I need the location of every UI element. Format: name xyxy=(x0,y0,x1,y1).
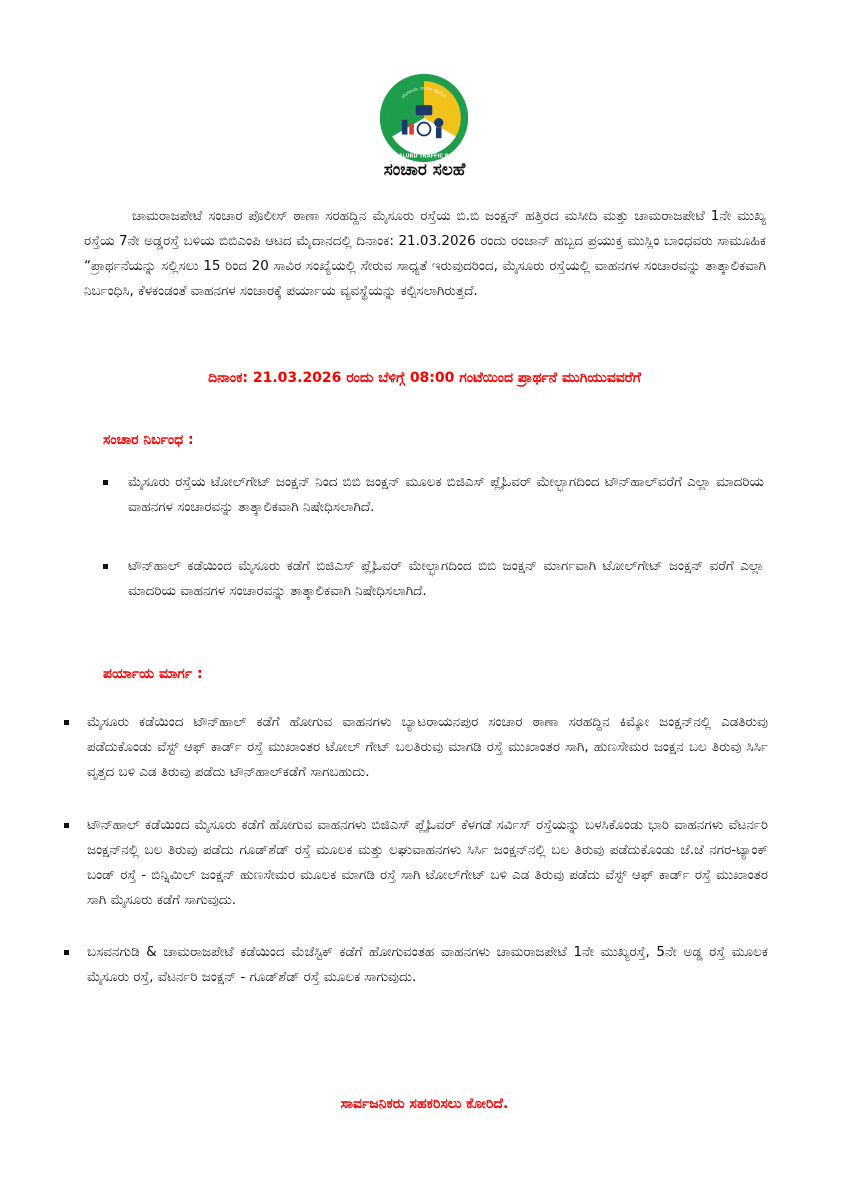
list-item xyxy=(87,940,768,990)
bullet-icon xyxy=(103,564,108,569)
list-item xyxy=(128,470,764,520)
intro-paragraph: ಚಾಮರಾಜಪೇಟೆ ಸಂಚಾರ ಪೊಲೀಸ್ ಠಾಣಾ ಸರಹದ್ದಿನ ಮೈಸೂರು ರಸ್ತೆಯ ಬಿ.ಬಿ ಜಂಕ್ಷನ್ ಹತ್ತಿರದ ಮಸೀದಿ ಮತ್ತು ಚಾಮರಾಜಪೇಟೆ 1ನೇ ಮುಖ್ಯ ರಸ್ತೆಯ 7ನೇ ಅಡ್ಡರಸ್ತೆ ಬಳಿಯ ಬಿಬಿಎಂಪಿ ಆಟದ ಮೈದಾನದಲ್ಲಿ ದಿನಾಂಕ: 21.03.2026 ರಂದು ರಂಜಾನ್ ಹಬ್ಬದ ಪ್ರಯುಕ್ತ ಮುಸ್ಲಿಂ ಬಾಂಧವರು ಸಾಮೂಹಿಕ “ಪ್ರಾರ್ಥನೆಯನ್ನು ಸಲ್ಲಿಸಲು 15 ರಿಂದ 20 ಸಾವಿರ ಸಂಖ್ಯೆಯಲ್ಲಿ ಸೇರುವ ಸಾಧ್ಯತೆ ಇರುವುದರಿಂದ, ಮೈಸೂರು ರಸ್ತೆಯಲ್ಲಿ ವಾಹನಗಳ ಸಂಚಾರವನ್ನು ತಾತ್ಕಾಲಿಕವಾಗಿ ನಿರ್ಬಂಧಿಸಿ, ಕೆಳಕಂಡಂತೆ ವಾಹನಗಳ ಸಂಚಾರಕ್ಕೆ ಪರ್ಯಾಯ ವ್ಯವಸ್ಥೆಯನ್ನು ಕಲ್ಪಿಸಲಾಗಿರುತ್ತದೆ. xyxy=(84,208,766,299)
bullet-icon xyxy=(64,823,69,828)
bullet-icon xyxy=(64,720,69,725)
page-title: ಸಂಚಾರ ಸಲಹೆ xyxy=(383,160,466,180)
alternate-item-text: ಬಸವನಗುಡಿ & ಚಾಮರಾಜಪೇಟೆ ಕಡೆಯಿಂದ ಮೆಜೆಸ್ಟಿಕ್ ಕಡೆಗೆ ಹೋಗುವಂತಹ ವಾಹನಗಳು ಚಾಮರಾಜಪೇಟೆ 1ನೇ ಮುಖ್ಯರಸ್ತೆ, 5ನೇ ಅಡ್ಡ ರಸ್ತೆ ಮೂಲಕ ಮೈಸೂರು ರಸ್ತೆ, ವೆಟರ್ನರಿ ಜಂಕ್ಷನ್ - ಗೂಡ್‌ಶೆಡ್ ರಸ್ತೆ ಮೂಲಕ ಸಾಗುವುದು. xyxy=(87,944,768,985)
logo-ring-text: BENGALURU TRAFFIC POLICE xyxy=(382,153,466,160)
alternate-route-list xyxy=(87,710,768,990)
alternate-item-text: ಟೌನ್‌ಹಾಲ್ ಕಡೆಯಿಂದ ಮೈಸೂರು ಕಡೆಗೆ ಹೋಗುವ ವಾಹನಗಳು ಬಿಜಿಎಸ್ ಪ್ಲೈಓವರ್ ಕೆಳಗಡೆ ಸರ್ವಿಸ್ ರಸ್ತೆಯನ್ನು ಬಳಸಿಕೊಂಡು ಭಾರಿ ವಾಹನಗಳು ವೆಟರ್ನರಿ ಜಂಕ್ಷನ್‌ನಲ್ಲಿ ಬಲ ತಿರುವು ಪಡೆದು ಗೂಡ್‌ಶೆಡ್ ರಸ್ತೆ ಮೂಲಕ ಮತ್ತು ಲಘುವಾಹನಗಳು ಸಿರ್ಸಿ ಜಂಕ್ಷನ್‌ನಲ್ಲಿ ಬಲ ತಿರುವು ಪಡೆದುಕೊಂಡು ಜೆ.ಜೆ ನಗರ-ಟ್ಯಾಂಕ್ ಬಂಡ್ ರಸ್ತೆ - ಬಿನ್ನಿಮಿಲ್ ಜಂಕ್ಷನ್ ಹುಣಸೇಮರ ಮೂಲಕ ಮಾಗಡಿ ರಸ್ತೆ ಸಾಗಿ ಟೋಲ್‌ಗೇಟ್ ಬಳಿ ಎಡ ತಿರುವು ಪಡೆದು ವೆಸ್ಟ್ ಆಫ್ ಕಾರ್ಡ್ ರಸ್ತೆ ಮುಖಾಂತರ ಸಾಗಿ ಮೈಸೂರು ಕಡೆಗೆ ಸಾಗುವುದು. xyxy=(87,817,768,908)
date-time-notice: ದಿನಾಂಕ: 21.03.2026 ರಂದು ಬೆಳಿಗ್ಗೆ 08:00 ಗಂಟೆಯಿಂದ ಪ್ರಾರ್ಥನೆ ಮುಗಿಯುವವರೆಗೆ xyxy=(208,370,641,386)
restriction-item-text: ಮೈಸೂರು ರಸ್ತೆಯ ಟೋಲ್‌ಗೇಟ್ ಜಂಕ್ಷನ್ ನಿಂದ ಬಿಬಿ ಜಂಕ್ಷನ್ ಮೂಲಕ ಬಿಜಿಎಸ್ ಪ್ಲೈಓವರ್ ಮೇಲ್ಭಾಗದಿಂದ ಟೌನ್‌ಹಾಲ್‌ವರೆಗೆ ಎಲ್ಲಾ ಮಾದರಿಯ ವಾಹನಗಳ ಸಂಚಾರವನ್ನು ತಾತ್ಕಾಲಿಕವಾಗಿ ನಿಷೇಧಿಸಲಾಗಿದೆ. xyxy=(128,474,764,515)
alternate-route-heading: ಪರ್ಯಾಯ ಮಾರ್ಗ : xyxy=(103,666,203,682)
list-item xyxy=(87,710,768,785)
alternate-item-text: ಮೈಸೂರು ಕಡೆಯಿಂದ ಟೌನ್‌ಹಾಲ್ ಕಡೆಗೆ ಹೋಗುವ ವಾಹನಗಳು ಬ್ಯಾಟರಾಯನಪುರ ಸಂಚಾರ ಠಾಣಾ ಸರಹದ್ದಿನ ಕಿಮ್ಕೋ ಜಂಕ್ಷನ್‌ನಲ್ಲಿ ಎಡತಿರುವು ಪಡೆದುಕೊಂಡು ವೆಸ್ಟ್ ಆಫ್ ಕಾರ್ಡ್ ರಸ್ತೆ ಮುಖಾಂತರ ಟೋಲ್ ಗೇಟ್ ಬಲತಿರುವು ಮಾಗಡಿ ರಸ್ತೆ ಮುಖಾಂತರ ಸಾಗಿ, ಹುಣಸೇಮರ ಜಂಕ್ಷನ ಬಲ ತಿರುವು ಸಿರ್ಸಿ ವೃತ್ತದ ಬಳಿ ಎಡ ತಿರುವು ಪಡೆದು ಟೌನ್‌ಹಾಲ್‌ಕಡೆಗೆ ಸಾಗಬಹುದು. xyxy=(87,714,768,780)
list-item xyxy=(128,554,764,604)
restriction-item-text: ಟೌನ್‌ಹಾಲ್ ಕಡೆಯಿಂದ ಮೈಸೂರು ಕಡೆಗೆ ಬಿಜಿಎಸ್ ಪ್ಲೈಓವರ್ ಮೇಲ್ಭಾಗದಿಂದ ಬಿಬಿ ಜಂಕ್ಷನ್ ಮಾರ್ಗವಾಗಿ ಟೋಲ್‌ಗೇಟ್ ಜಂಕ್ಷನ್ ವರೆಗೆ ಎಲ್ಲಾ ಮಾದರಿಯ ವಾಹನಗಳ ಸಂಚಾರವನ್ನು ತಾತ್ಕಾಲಿಕವಾಗಿ ನಿಷೇಧಿಸಲಾಗಿದೆ. xyxy=(128,558,764,599)
restriction-list xyxy=(128,470,764,604)
bengaluru-traffic-police-logo xyxy=(378,72,470,164)
restriction-heading: ಸಂಚಾರ ನಿರ್ಬಂಧ : xyxy=(103,432,194,448)
list-item xyxy=(87,813,768,913)
bullet-icon xyxy=(64,950,69,955)
closing-request: ಸಾರ್ವಜನಿಕರು ಸಹಕರಿಸಲು ಕೋರಿದೆ. xyxy=(340,1096,509,1112)
bullet-icon xyxy=(103,480,108,485)
logo-arc-text: ಬೆಂಗಳೂರು ಸಂಚಾರ ಪೊಲೀಸ್ xyxy=(401,86,447,101)
